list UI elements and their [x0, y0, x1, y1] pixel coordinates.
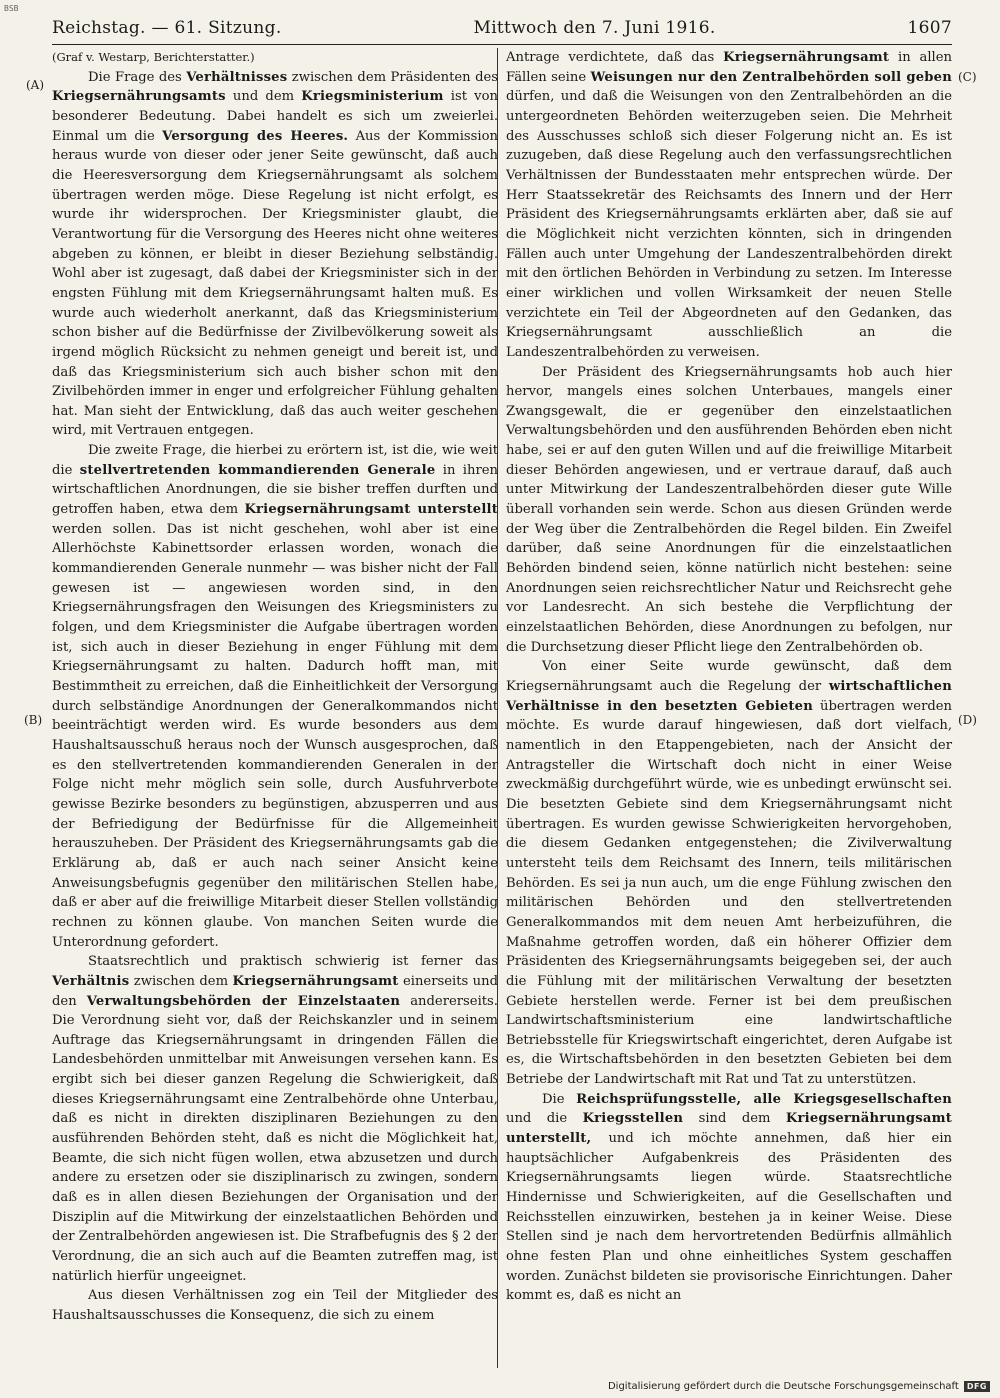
- paragraph: Die Frage des Verhältnisses zwischen dem Präsidenten des Kriegsernährungsamts und dem Kriegsministerium ist von besonderer Bedeutung. Dabei handelt es sich um zweierlei. Einmal um die Versorgung des Heeres. Aus der Kommission heraus wurde von dieser oder jener Seite gewünscht, daß auch die Heeresversorgung dem Kriegsernährungsamt als solchem übertragen werden möge. Diese Regelung ist nicht erfolgt, es wurde ihr widersprochen. Der Kriegsminister glaubt, die Verantwortung für die Versorgung des Heeres nicht ohne weiteres abgeben zu können, er bleibt in dieser Beziehung selbständig. Wohl aber ist zugesagt, daß dabei der Kriegsminister sich in der engsten Fühlung mit dem Kriegsernährungsamt halten muß. Es wurde auch wiederholt anerkannt, daß das Kriegsministerium schon bisher auf die Bedürfnisse der Zivilbevölkerung soweit als irgend möglich Rücksicht zu nehmen geneigt und bereit ist, und daß das Kriegsministerium sich auch bisher schon mit den Zivilbehörden immer in enger und erfolgreicher Fühlung gehalten hat. Man sieht der Entwicklung, daß das auch weiter geschehen wird, mit Vertrauen entgegen.: [52, 69, 499, 439]
- paragraph: Antrage verdichtete, daß das Kriegsernährungsamt in allen Fällen seine Weisungen nur den Zentralbehörden soll geben dürfen, und daß die Weisungen von den Zentralbehörden an die untergeordneten Behörden weiterzugeben seien. Die Mehrheit des Ausschusses schloß sich dieser Folgerung nicht an. Es ist zuzugeben, daß diese Regelung auch den verfassungsrechtlichen Verhältnissen der Bundesstaaten mehr entsprechen würde. Der Herr Staatssekretär des Reichsamts des Innern und der Herr Präsident des Kriegsernährungsamts erklärten aber, daß sie auf die Möglichkeit nicht verzichten könnten, sich in dringenden Fällen auch unter Umgehung der Landeszentralbehörden direkt mit den örtlichen Behörden in Verbindung zu setzen. Im Interesse einer wirklichen und vollen Wirksamkeit der neuen Stelle verzichtete ein Teil der Abgeordneten auf den Gedanken, das Kriegsernährungsamt ausschließlich an die Landeszentralbehörden zu verweisen.: [506, 50, 952, 360]
- footer-credit: Digitalisierung gefördert durch die Deutsche Forschungsgemeinschaft: [607, 1381, 959, 1392]
- paragraph: Aus diesen Verhältnissen zog ein Teil der Mitglieder des Haushaltsausschusses die Konsequenz, die sich zu einem: [52, 1288, 498, 1323]
- paragraph: Von einer Seite wurde gewünscht, daß dem Kriegsernährungsamt auch die Regelung der wirtschaftlichen Verhältnisse in den besetzten Gebieten übertragen werden möchte. Es wurde darauf hingewiesen, daß dort vielfach, namentlich in den Etappengebieten, nach der Ansicht der Antragsteller die Wirtschaft doch nicht in einer Weise zweckmäßig durchgeführt würde, wie es unbedingt erwünscht sei. Die besetzten Gebiete sind dem Kriegsernährungsamt nicht übertragen. Es wurden gewisse Schwierigkeiten hervorgehoben, die diesem Gedanken entgegenstehen; die Zivilverwaltung untersteht teils dem Reichsamt des Innern, teils militärischen Behörden. Es sei ja nun auch, um die enge Fühlung zwischen den militärischen Behörden und den stellvertretenden Generalkommandos mit dem neuen Amt herbeizuführen, die Maßnahme getroffen worden, daß ein höherer Offizier dem Präsidenten des Kriegsernährungsamts beigegeben sei, der auch die Fühlung mit der militärischen Verwaltung der besetzten Gebiete herstellen werde. Ferner ist bei dem preußischen Landwirtschaftsministerium eine landwirtschaftliche Betriebsstelle für Kriegswirtschaft eingerichtet, deren Aufgabe ist es, die Wirtschaftsbehörden in den besetzten Gebieten bei dem Betriebe der Landwirtschaft mit Rat und Tat zu unterstützen.: [506, 659, 952, 1088]
- margin-mark-a: (A): [26, 78, 45, 92]
- margin-mark-c: (C): [958, 70, 977, 84]
- page-number: 1607: [907, 18, 952, 38]
- speaker-attribution: (Graf v. Westarp, Berichterstatter.): [52, 50, 255, 64]
- right-column: [506, 48, 952, 1306]
- paragraph: Die Reichsprüfungsstelle, alle Kriegsgesellschaften und die Kriegsstellen sind dem Kriegsernährungsamt unterstellt, und ich möchte annehmen, daß hier ein hauptsächlicher Aufgabenkreis des Präsidenten des Kriegsernährungsamts liegen würde. Staatsrechtliche Hindernisse und Schwierigkeiten, auf die Gesellschaften und Reichsstellen einzuwirken, bestehen ja in keiner Weise. Diese Stellen sind je nach dem hervortretenden Bedürfnis allmählich ohne festen Plan und ohne einheitliches System geschaffen worden. Zunächst bildeten sie provisorische Einrichtungen. Daher kommt es, daß es nicht an: [506, 1091, 952, 1304]
- library-stamp: BSB: [4, 4, 19, 13]
- page-header: [52, 18, 952, 45]
- header-title: Reichstag. — 61. Sitzung.: [52, 18, 282, 38]
- margin-mark-b: (B): [24, 713, 43, 727]
- paragraph: Die zweite Frage, die hierbei zu erörtern ist, ist die, wie weit die stellvertretenden kommandierenden Generale in ihren wirtschaftlichen Anordnungen, die sie bisher treffen durften und getroffen haben, etwa dem Kriegsernährungsamt unterstellt werden sollen. Das ist nicht geschehen, wohl aber ist eine Allerhöchste Kabinettsorder erlassen worden, wonach die kommandierenden Generale nunmehr — was bisher nicht der Fall gewesen ist — angewiesen worden sind, in den Kriegsernährungsfragen den Weisungen des Kriegsministers zu folgen, und dem Kriegsminister die Aufgabe übertragen worden ist, sich auch in dieser Beziehung in enger Fühlung mit dem Kriegsernährungsamt zu halten. Dadurch hofft man, mit Bestimmtheit zu erreichen, daß die Einheitlichkeit der Versorgung durch selbständige Anordnungen der Generalkommandos nicht beeinträchtigt werden wird. Es wurde besonders aus dem Haushaltsausschuß heraus noch der Wunsch ausgesprochen, daß es den stellvertretenden kommandierenden Generalen in der Folge nicht mehr möglich sein solle, durch Ausfuhrverbote gewisse Bezirke besonders zu begünstigen, abzusperren und aus der Befriedigung der Bedürfnisse für die Allgemeinheit herauszuheben. Der Präsident des Kriegsernährungsamts gab die Erklärung ab, daß er auch nach seiner Ansicht keine Anweisungsbefugnis gegenüber den militärischen Stellen habe, daß er aber auf die freiwillige Mitarbeit dieser Stellen vollständig rechnen zu können glaube. Von manchen Seiten wurde die Unterordnung gefordert.: [52, 443, 498, 950]
- page-footer: [608, 1381, 990, 1392]
- paragraph: Staatsrechtlich und praktisch schwierig ist ferner das Verhältnis zwischen dem Kriegsernährungsamt einerseits und den Verwaltungsbehörden der Einzelstaaten andererseits. Die Verordnung sieht vor, daß der Reichskanzler und in seinem Auftrage das Kriegsernährungsamt in dringenden Fällen die Landesbehörden unmittelbar mit Anweisungen versehen kann. Es ergibt sich bei dieser ganzen Regelung die Schwierigkeit, daß dieses Kriegsernährungsamt eine Zentralbehörde ohne Unterbau, daß es nicht in direkten disziplinaren Beziehungen zu den ausführenden Behörden steht, daß es nicht die Möglichkeit hat, Beamte, die sich nicht fügen wollen, etwa abzusetzen und durch andere zu ersetzen oder sie disziplinarisch zu zwingen, sondern daß es in allen diesen Beziehungen der Organisation und der Disziplin auf die Mitwirkung der einzelstaatlichen Behörden und der Zentralbehörden angewiesen ist. Die Strafbefugnis des § 2 der Verordnung, die an sich auch auf die Beamten zutreffen mag, ist natürlich hierfür ungeeignet.: [52, 954, 498, 1284]
- left-column: [52, 48, 498, 1326]
- margin-mark-d: (D): [958, 713, 977, 727]
- paragraph: Der Präsident des Kriegsernährungsamts hob auch hier hervor, mangels eines solchen Unterbaues, mangels einer Zwangsgewalt, die er gegenüber den einzelstaatlichen Verwaltungsbehörden und den ausführenden Behörden eben nicht habe, sei er auf den guten Willen und auf die freiwillige Mitarbeit dieser Behörden angewiesen, und er vertraue darauf, daß auch unter Mitwirkung der Landeszentralbehörden dieser gute Wille überall vorhanden sein werde. Schon aus diesen Gründen werde der Weg über die Zentralbehörden die Regel bilden. Ein Zweifel darüber, daß seine Anordnungen für die einzelstaatlichen Behörden bindend seien, könne natürlich nicht bestehen: seine Anordnungen seien reichsrechtlicher Natur und Reichsrecht gehe vor Landesrecht. An sich bestehe die Verpflichtung der einzelstaatlichen Behörden, diese Anordnungen zu befolgen, nur die Durchsetzung dieser Pflicht liege den Zentralbehörden ob.: [506, 364, 952, 655]
- header-date: Mittwoch den 7. Juni 1916.: [473, 18, 716, 38]
- dfg-logo: DFG: [964, 1381, 990, 1392]
